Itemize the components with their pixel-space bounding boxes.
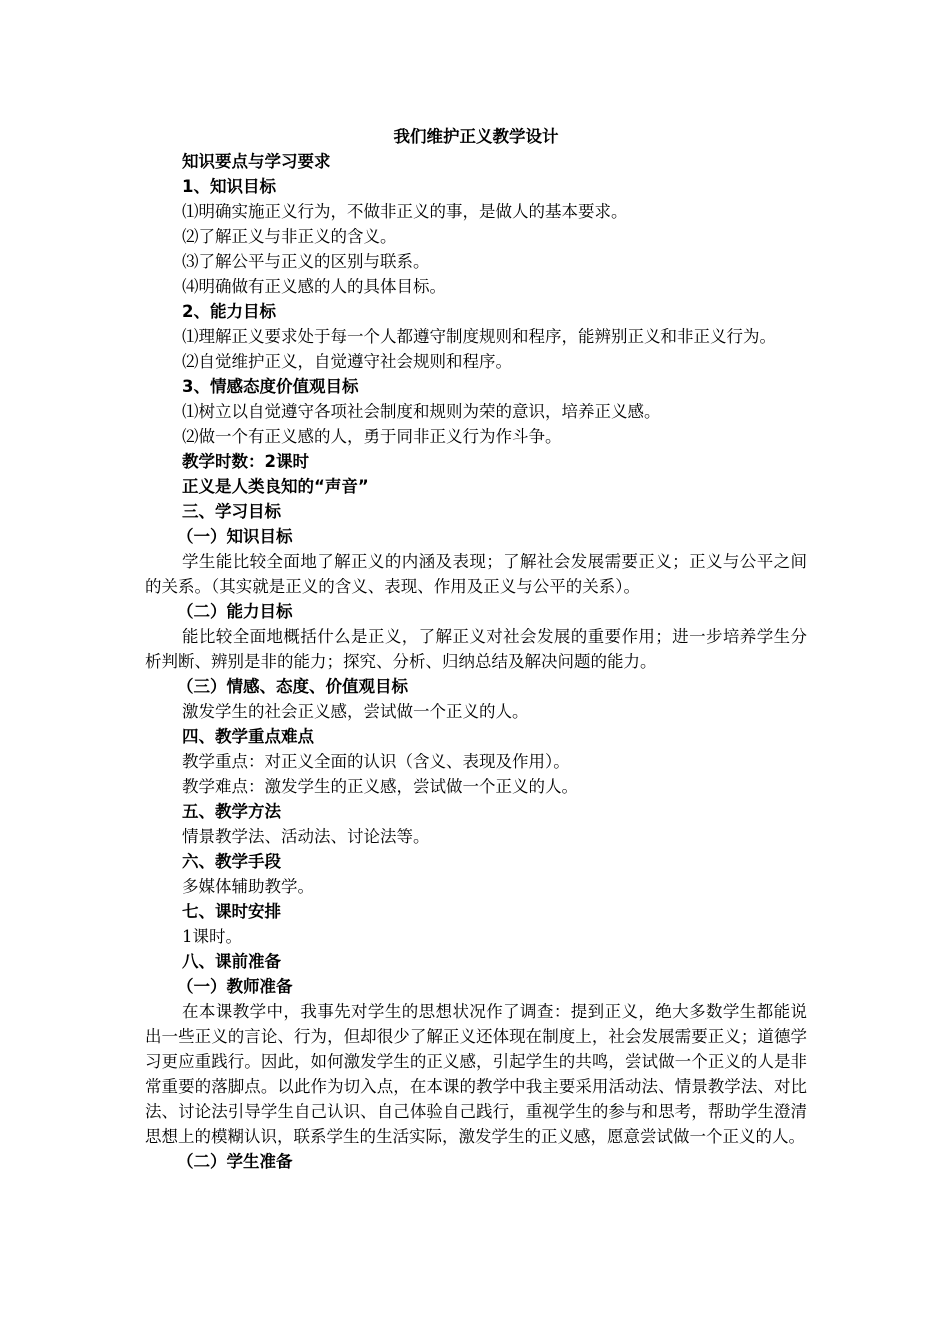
section-heading: （二）学生准备 <box>177 1152 293 1171</box>
text-paragraph: 教学重点：对正义全面的认识（含义、表现及作用）。 <box>182 752 570 771</box>
section-heading: （一）教师准备 <box>177 977 293 996</box>
section-heading: 教学时数：2课时 <box>182 452 309 471</box>
text-paragraph: 多媒体辅助教学。 <box>182 877 314 896</box>
text-paragraph: 情景教学法、活动法、讨论法等。 <box>182 827 430 846</box>
section-heading: 2、能力目标 <box>182 302 276 321</box>
section-heading: 1、知识目标 <box>182 177 276 196</box>
section-heading: （二）能力目标 <box>177 602 293 621</box>
text-paragraph: 1课时。 <box>182 927 242 946</box>
section-heading: 四、教学重点难点 <box>182 727 314 746</box>
text-paragraph: ⑵了解正义与非正义的含义。 <box>182 227 397 246</box>
text-paragraph: ⑵做一个有正义感的人，勇于同非正义行为作斗争。 <box>182 427 562 446</box>
section-heading: （一）知识目标 <box>177 527 293 546</box>
text-paragraph: 教学难点：激发学生的正义感，尝试做一个正义的人。 <box>182 777 578 796</box>
section-heading: 五、教学方法 <box>182 802 281 821</box>
text-paragraph: ⑴明确实施正义行为，不做非正义的事，是做人的基本要求。 <box>182 202 628 221</box>
section-heading: 八、课前准备 <box>182 952 281 971</box>
section-heading: 知识要点与学习要求 <box>182 152 331 171</box>
text-paragraph: ⑴树立以自觉遵守各项社会制度和规则为荣的意识，培养正义感。 <box>182 402 661 421</box>
section-heading: 3、情感态度价值观目标 <box>182 377 359 396</box>
text-paragraph: ⑷明确做有正义感的人的具体目标。 <box>182 277 446 296</box>
section-heading: 六、教学手段 <box>182 852 281 871</box>
section-heading: 三、学习目标 <box>182 502 281 521</box>
text-paragraph: 学生能比较全面地了解正义的内涵及表现；了解社会发展需要正义；正义与公平之间的关系。（其实就是正义的含义、表现、作用及正义与公平的关系）。 <box>145 552 807 596</box>
text-paragraph: ⑵自觉维护正义，自觉遵守社会规则和程序。 <box>182 352 512 371</box>
document-lines <box>145 149 807 1174</box>
page-title: 我们维护正义教学设计 <box>393 127 559 146</box>
section-heading: （三）情感、态度、价值观目标 <box>177 677 408 696</box>
text-paragraph: 能比较全面地概括什么是正义，了解正义对社会发展的重要作用；进一步培养学生分析判断、辨别是非的能力；探究、分析、归纳总结及解决问题的能力。 <box>145 627 807 671</box>
text-paragraph: 在本课教学中，我事先对学生的思想状况作了调查：提到正义，绝大多数学生都能说出一些正义的言论、行为，但却很少了解正义还体现在制度上，社会发展需要正义；道德学习更应重践行。因此，如何激发学生的正义感，引起学生的共鸣，尝试做一个正义的人是非常重要的落脚点。以此作为切入点，在本课的教学中我主要采用活动法、情景教学法、对比法、讨论法引导学生自己认识、自己体验自己践行，重视学生的参与和思考，帮助学生澄清思想上的模糊认识，联系学生的生活实际，激发学生的正义感，愿意尝试做一个正义的人。 <box>145 1002 807 1146</box>
section-heading: 正义是人类良知的“声音” <box>182 477 369 496</box>
text-paragraph: ⑶了解公平与正义的区别与联系。 <box>182 252 430 271</box>
text-paragraph: 激发学生的社会正义感，尝试做一个正义的人。 <box>182 702 529 721</box>
text-paragraph: ⑴理解正义要求处于每一个人都遵守制度规则和程序，能辨别正义和非正义行为。 <box>182 327 776 346</box>
document-body <box>145 124 807 1174</box>
section-heading: 七、课时安排 <box>182 902 281 921</box>
